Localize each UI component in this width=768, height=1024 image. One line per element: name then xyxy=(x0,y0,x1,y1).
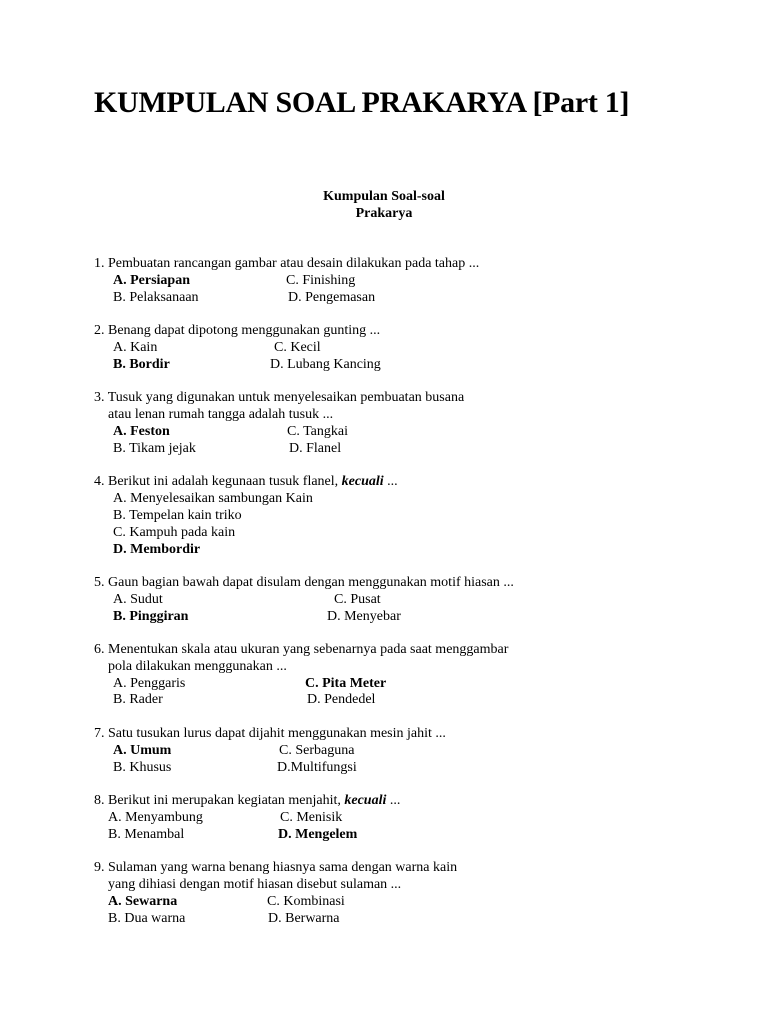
option-a: A. Sudut xyxy=(113,592,163,607)
option-d: D. Menyebar xyxy=(327,609,401,624)
question-text-emphasis: kecuali xyxy=(341,474,384,489)
question-text: 1. Pembuatan rancangan gambar atau desain dilakukan pada tahap ... xyxy=(94,256,480,271)
question-text-2: pola dilakukan menggunakan ... xyxy=(108,659,287,674)
option-c: C. Pusat xyxy=(334,592,381,607)
option-c: C. Tangkai xyxy=(287,424,348,439)
question-text: 2. Benang dapat dipotong menggunakan gunting ... xyxy=(94,323,381,338)
question-text: 5. Gaun bagian bawah dapat disulam dengan menggunakan motif hiasan ... xyxy=(94,575,514,590)
question-text-emphasis: kecuali xyxy=(344,793,387,808)
question-text-prefix: 8. Berikut ini merupakan kegiatan menjahit, xyxy=(94,793,341,808)
option-b: B. Tempelan kain triko xyxy=(113,508,242,523)
option-c: C. Serbaguna xyxy=(279,743,355,758)
option-c: C. Finishing xyxy=(286,273,356,288)
question-text xyxy=(94,473,398,490)
option-c: C. Pita Meter xyxy=(305,676,387,691)
option-a: A. Umum xyxy=(113,743,172,758)
option-a: A. Penggaris xyxy=(113,676,186,691)
document-title: KUMPULAN SOAL PRAKARYA [Part 1] xyxy=(94,86,630,119)
option-a: A. Menyelesaikan sambungan Kain xyxy=(113,491,313,506)
option-a: A. Kain xyxy=(113,340,158,355)
option-d: D. Membordir xyxy=(113,542,201,557)
option-d: D. Pendedel xyxy=(307,692,376,707)
question-text-2: atau lenan rumah tangga adalah tusuk ... xyxy=(108,407,334,422)
option-c: C. Kecil xyxy=(274,340,321,355)
option-d: D. Berwarna xyxy=(268,911,340,926)
question-text: 9. Sulaman yang warna benang hiasnya sama dengan warna kain xyxy=(94,860,458,875)
option-b: B. Pelaksanaan xyxy=(113,290,199,305)
option-b: B. Tikam jejak xyxy=(113,441,196,456)
option-a: A. Persiapan xyxy=(113,273,190,288)
document-subtitle-2: Prakarya xyxy=(355,206,413,221)
option-b: B. Khusus xyxy=(113,760,172,775)
document-subtitle: Kumpulan Soal-soal xyxy=(323,189,445,204)
option-d: D.Multifungsi xyxy=(277,760,357,775)
question-text: 6. Menentukan skala atau ukuran yang sebenarnya pada saat menggambar xyxy=(94,642,509,657)
option-b: B. Rader xyxy=(113,692,163,707)
option-d: D. Lubang Kancing xyxy=(270,357,381,372)
question-text-2: yang dihiasi dengan motif hiasan disebut sulaman ... xyxy=(108,877,402,892)
option-c: C. Kombinasi xyxy=(267,894,345,909)
question-text: 7. Satu tusukan lurus dapat dijahit menggunakan mesin jahit ... xyxy=(94,726,446,741)
option-d: D. Mengelem xyxy=(278,827,358,842)
option-a: A. Sewarna xyxy=(108,894,178,909)
question-text: 3. Tusuk yang digunakan untuk menyelesaikan pembuatan busana xyxy=(94,390,465,405)
question-text-prefix: 4. Berikut ini adalah kegunaan tusuk flanel, xyxy=(94,474,339,489)
option-b: B. Dua warna xyxy=(108,911,186,926)
option-a: A. Menyambung xyxy=(108,810,203,825)
option-d: D. Flanel xyxy=(289,441,342,456)
option-c: C. Menisik xyxy=(280,810,343,825)
option-d: D. Pengemasan xyxy=(288,290,376,305)
option-b: B. Menambal xyxy=(108,827,185,842)
question-text xyxy=(94,792,400,809)
option-b: B. Bordir xyxy=(113,357,170,372)
option-b: B. Pinggiran xyxy=(113,609,189,624)
question-text-suffix: ... xyxy=(387,474,398,489)
option-a: A. Feston xyxy=(113,424,170,439)
question-text-suffix: ... xyxy=(389,793,401,808)
option-c: C. Kampuh pada kain xyxy=(113,525,236,540)
